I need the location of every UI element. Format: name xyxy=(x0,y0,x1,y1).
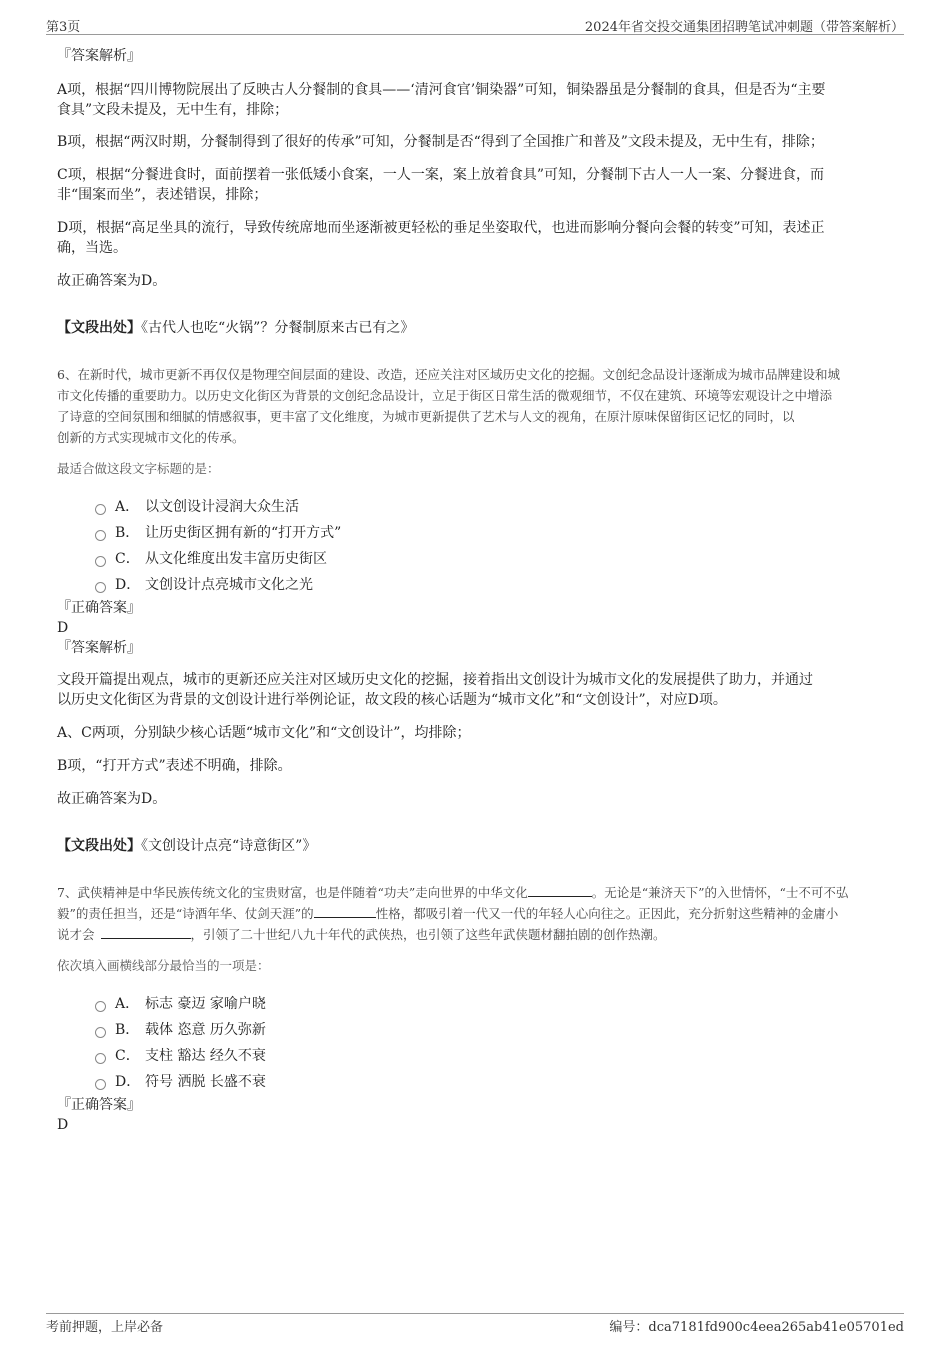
q5-analysis-d-2: 确，当选。 xyxy=(57,240,127,256)
q6-answer: D xyxy=(57,620,69,636)
radio-icon[interactable] xyxy=(95,1079,106,1090)
q6-source-label: 【文段出处】 xyxy=(57,838,141,854)
radio-icon[interactable] xyxy=(95,530,106,541)
q5-analysis-d-1: D项，根据“高足坐具的流行，导致传统席地而坐逐渐被更轻松的垂足坐姿取代，也进而影响分餐向会餐的转变”可知，表述正 xyxy=(57,220,825,236)
radio-icon[interactable] xyxy=(95,1053,106,1064)
q6-stem-3: 了诗意的空间氛围和细腻的情感叙事，更丰富了文化维度，为城市更新提供了艺术与人文的视角，在原汁原味保留街区记忆的同时，以 xyxy=(57,409,795,424)
q5-analysis-a-2: 食具”文段未提及，无中生有，排除； xyxy=(57,102,289,118)
q6-analysis-label: 『答案解析』 xyxy=(57,640,141,656)
document-body xyxy=(57,46,897,1135)
q5-analysis-c-1: C项，根据“分餐进食时，面前摆着一张低矮小食案，一人一案，案上放着食具”可知，分餐制下古人一人一案、分餐进食，而 xyxy=(57,167,825,183)
q7-stem-1: 7、武侠精神是中华民族传统文化的宝贵财富，也是伴随着“功夫”走向世界的中华文化 。无论是“兼济天下”的入世情怀，“士不可不弘 xyxy=(57,885,849,900)
q6-analysis-b: B项，“打开方式”表述不明确，排除。 xyxy=(57,758,292,774)
radio-icon[interactable] xyxy=(95,582,106,593)
document-title: 2024年省交投交通集团招聘笔试冲刺题（带答案解析） xyxy=(584,20,904,35)
document-code: 编号：dca7181fd900c4eea265ab41e05701ed xyxy=(609,1320,904,1335)
q7-option-a[interactable]: A． 标志 豪迈 家喻户晓 xyxy=(95,991,897,1017)
q6-prompt: 最适合做这段文字标题的是： xyxy=(57,461,220,476)
q6-source-text: 《文创设计点亮“诗意街区”》 xyxy=(141,838,317,854)
radio-icon[interactable] xyxy=(95,556,106,567)
q5-conclusion: 故正确答案为D。 xyxy=(57,273,167,289)
q5-source-label: 【文段出处】 xyxy=(57,320,141,336)
q5-analysis-b: B项，根据“两汉时期，分餐制得到了很好的传承”可知，分餐制是否“得到了全国推广和普及”文段未提及，无中生有，排除； xyxy=(57,134,824,150)
q6-stem-1: 6、在新时代，城市更新不再仅仅是物理空间层面的建设、改造，还应关注对区域历史文化的挖掘。文创纪念品设计逐渐成为城市品牌建设和城 xyxy=(57,367,840,382)
q5-analysis-c-2: 非“围案而坐”，表述错误，排除； xyxy=(57,187,268,203)
q6-analysis-1: 文段开篇提出观点，城市的更新还应关注对区域历史文化的挖掘，接着指出文创设计为城市文化的发展提供了助力，并通过 xyxy=(57,672,813,688)
q6-stem-4: 创新的方式实现城市文化的传承。 xyxy=(57,430,245,445)
blank-1 xyxy=(528,884,592,897)
q6-analysis-2: 以历史文化街区为背景的文创设计进行举例论证，故文段的核心话题为“城市文化”和“文创设计”，对应D项。 xyxy=(57,692,727,708)
q7-stem-3: 说才会 ，引领了二十世纪八九十年代的武侠热，也引领了这些年武侠题材翻拍剧的创作热潮。 xyxy=(57,927,666,942)
radio-icon[interactable] xyxy=(95,504,106,515)
q7-prompt: 依次填入画横线部分最恰当的一项是： xyxy=(57,958,270,973)
q7-answer-label: 『正确答案』 xyxy=(57,1097,141,1113)
page-header xyxy=(46,14,904,35)
q6-option-a[interactable]: A． 以文创设计浸润大众生活 xyxy=(95,494,897,520)
q6-option-d[interactable]: D． 文创设计点亮城市文化之光 xyxy=(95,572,897,598)
q6-options xyxy=(95,494,897,598)
page-number: 第3页 xyxy=(46,20,81,35)
q6-stem-2: 市文化传播的重要助力。以历史文化街区为背景的文创纪念品设计，立足于街区日常生活的微观细节，不仅在建筑、环境等宏观设计之中增添 xyxy=(57,388,833,403)
q7-option-b[interactable]: B． 载体 恣意 历久弥新 xyxy=(95,1017,897,1043)
q6-option-c[interactable]: C． 从文化维度出发丰富历史街区 xyxy=(95,546,897,572)
q5-source xyxy=(57,318,897,338)
radio-icon[interactable] xyxy=(95,1027,106,1038)
blank-2 xyxy=(314,905,376,918)
q6-conclusion: 故正确答案为D。 xyxy=(57,791,167,807)
q6-analysis-ac: A、C两项，分别缺少核心话题“城市文化”和“文创设计”，均排除； xyxy=(57,725,471,741)
q7-option-c[interactable]: C． 支柱 豁达 经久不衰 xyxy=(95,1043,897,1069)
footer-slogan: 考前押题，上岸必备 xyxy=(46,1320,164,1335)
q5-analysis-label: 『答案解析』 xyxy=(57,48,141,64)
page-footer xyxy=(46,1313,904,1334)
q6-source xyxy=(57,836,897,856)
q7-options xyxy=(95,991,897,1095)
radio-icon[interactable] xyxy=(95,1001,106,1012)
q7-stem-2: 毅”的责任担当，还是“诗酒年华、仗剑天涯”的 性格，都吸引着一代又一代的年轻人心向往之。正因此，充分折射这些精神的金庸小 xyxy=(57,906,839,921)
q6-option-b[interactable]: B． 让历史街区拥有新的“打开方式” xyxy=(95,520,897,546)
blank-3 xyxy=(101,926,191,939)
q5-analysis-a-1: A项，根据“四川博物院展出了反映古人分餐制的食具——‘清河食官’铜染器”可知，铜染器虽是分餐制的食具，但是否为“主要 xyxy=(57,82,826,98)
q7-option-d[interactable]: D． 符号 洒脱 长盛不衰 xyxy=(95,1069,897,1095)
q5-source-text: 《古代人也吃“火锅”？分餐制原来古已有之》 xyxy=(141,320,415,336)
q7-answer: D xyxy=(57,1117,69,1133)
q6-answer-label: 『正确答案』 xyxy=(57,600,141,616)
